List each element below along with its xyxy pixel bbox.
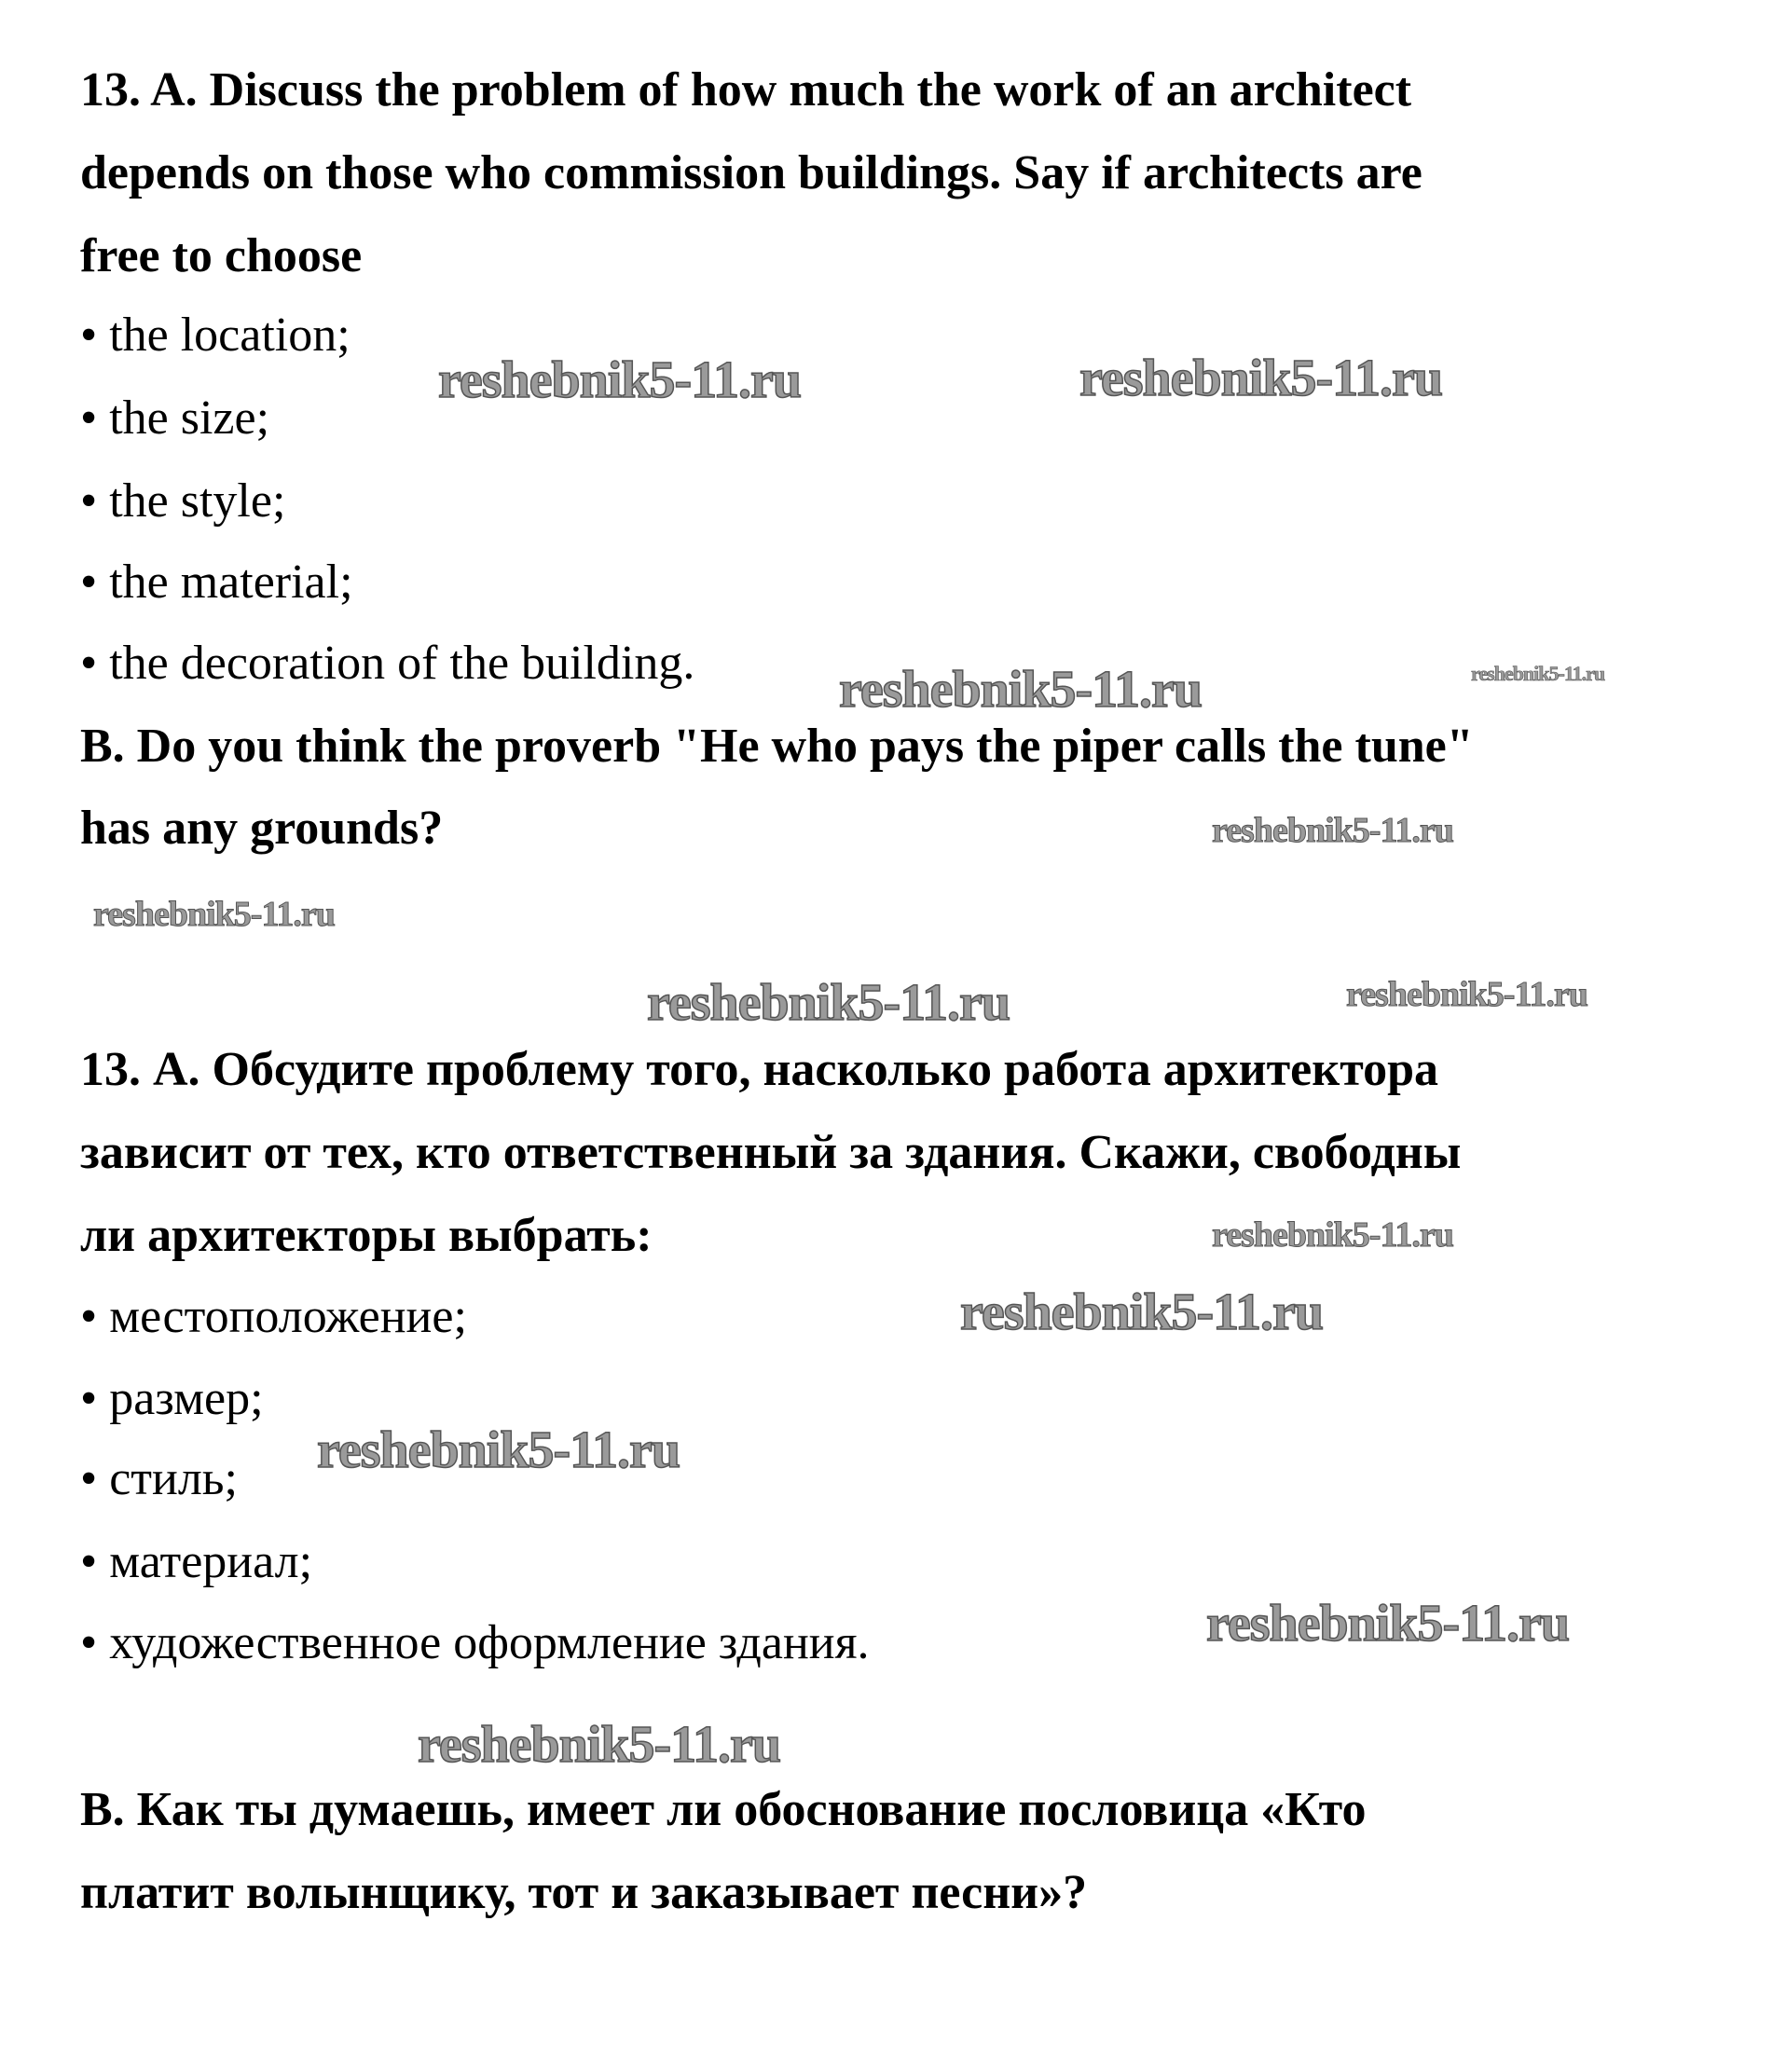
watermark: reshebnik5-11.ru [1079, 350, 1443, 407]
list-item: • местоположение; [80, 1290, 467, 1343]
question-a-line: зависит от тех, кто ответственный за здания. Скажи, свободны [80, 1126, 1462, 1179]
question-a-line: ли архитекторы выбрать: [80, 1209, 653, 1262]
list-item: • the style; [80, 474, 286, 528]
watermark: reshebnik5-11.ru [93, 895, 335, 934]
list-item: • размер; [80, 1372, 264, 1425]
watermark: reshebnik5-11.ru [317, 1421, 680, 1479]
list-item: • the location; [80, 309, 350, 362]
question-a-line: 13. A. Discuss the problem of how much the work of an architect [80, 63, 1412, 117]
question-a-line: free to choose [80, 229, 363, 282]
list-item: • the decoration of the building. [80, 637, 695, 690]
list-item: • художественное оформление здания. [80, 1616, 870, 1669]
list-item: • the material; [80, 556, 353, 609]
question-b-line: B. Do you think the proverb "He who pays the piper calls the tune" [80, 720, 1474, 773]
question-a-line: 13. А. Обсудите проблему того, насколько работа архитектора [80, 1043, 1438, 1096]
list-item: • стиль; [80, 1452, 238, 1505]
question-b-line: В. Как ты думаешь, имеет ли обоснование пословица «Кто [80, 1783, 1367, 1836]
question-a-line: depends on those who commission buildings. Say if architects are [80, 146, 1423, 199]
watermark: reshebnik5-11.ru [647, 974, 1010, 1032]
watermark: reshebnik5-11.ru [1212, 1215, 1453, 1255]
watermark: reshebnik5-11.ru [960, 1283, 1324, 1341]
watermark: reshebnik5-11.ru [1471, 662, 1605, 685]
watermark: reshebnik5-11.ru [1206, 1595, 1570, 1653]
watermark: reshebnik5-11.ru [1346, 975, 1587, 1014]
watermark: reshebnik5-11.ru [438, 351, 802, 409]
list-item: • материал; [80, 1535, 313, 1588]
watermark: reshebnik5-11.ru [839, 661, 1203, 719]
question-b-line: платит волынщику, тот и заказывает песни»? [80, 1866, 1088, 1919]
watermark: reshebnik5-11.ru [418, 1716, 781, 1774]
watermark: reshebnik5-11.ru [1212, 811, 1453, 850]
question-b-line: has any grounds? [80, 802, 444, 855]
list-item: • the size; [80, 391, 270, 445]
